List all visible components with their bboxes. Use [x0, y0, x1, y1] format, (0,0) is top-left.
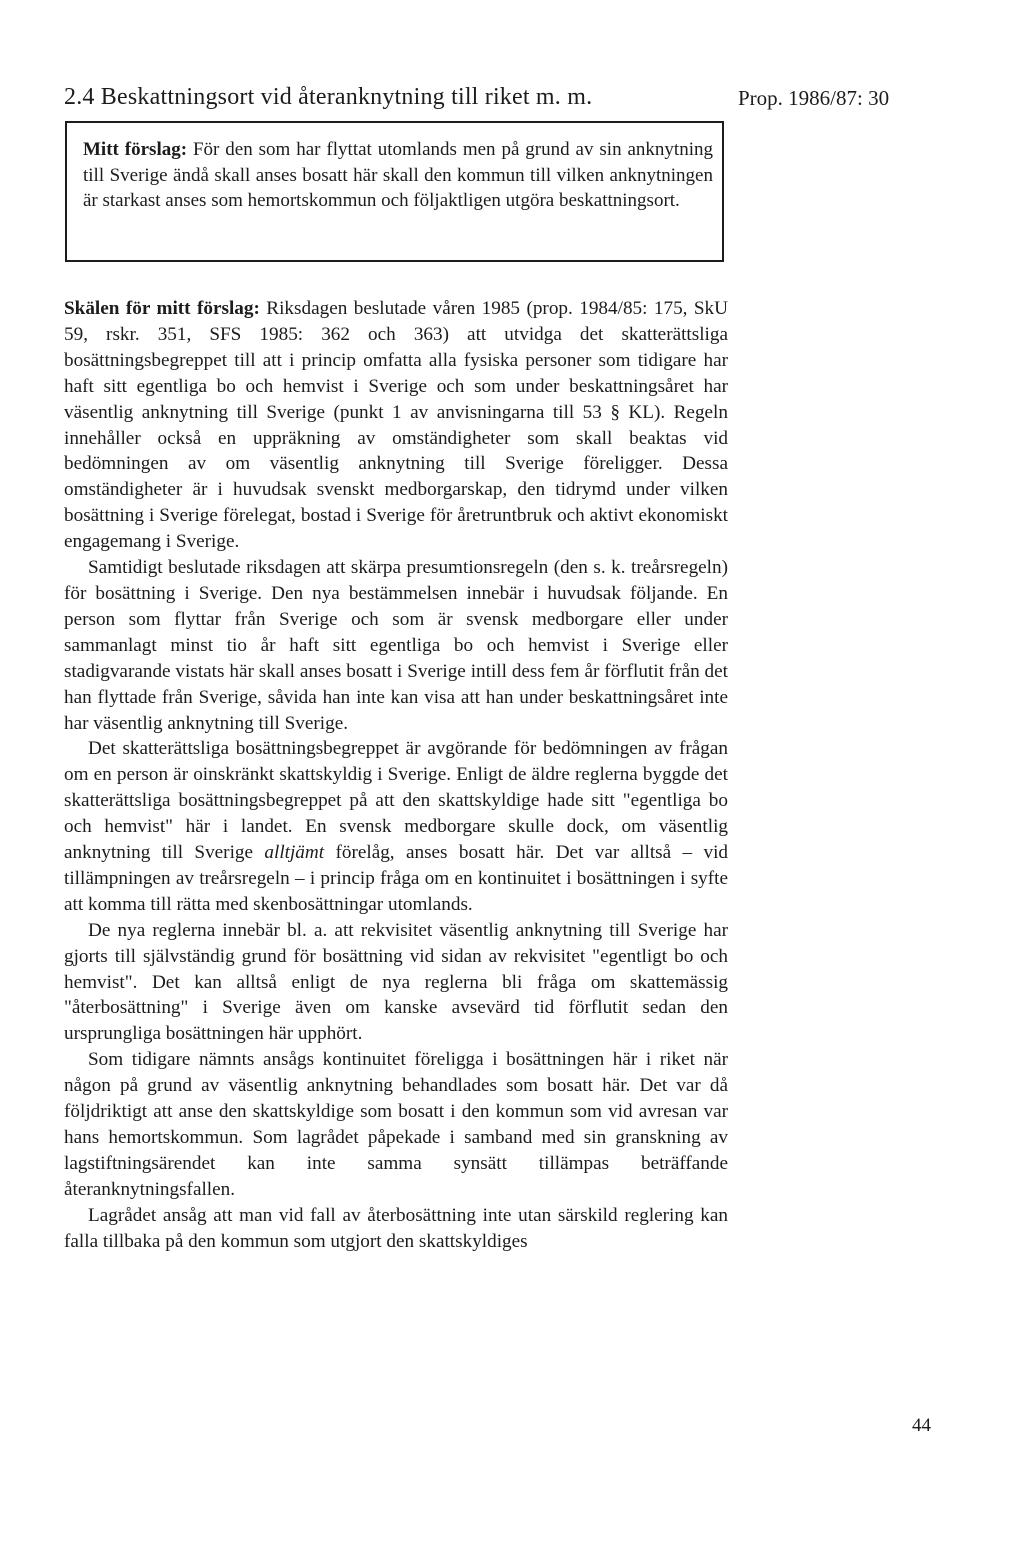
paragraph-3 — [64, 736, 728, 917]
proposition-reference: Prop. 1986/87: 30 — [738, 86, 890, 110]
page-number: 44 — [912, 1415, 931, 1436]
proposal-label: Mitt förslag: — [83, 139, 188, 160]
paragraph-4: De nya reglerna innebär bl. a. att rekvisitet väsentlig anknytning till Sverige har gjorts till självständig grund för bosättning vid sidan av rekvisitet "egentligt bo och hemvist". Det kan alltså enligt de nya reglerna bli fråga om skattemässig "återbosättning" i Sverige även om kanske avsevärd tid förflutit sedan den ursprungliga bosättningen här upphört. — [64, 919, 728, 1045]
paragraph-6: Lagrådet ansåg att man vid fall av återbosättning inte utan särskild reglering kan falla tillbaka på den kommun som utgjort den skattskyldiges — [64, 1204, 728, 1252]
paragraph-2: Samtidigt beslutade riksdagen att skärpa presumtionsregeln (den s. k. treårsregeln) för bosättning i Sverige. Den nya bestämmelsen innebär i huvudsak följande. En person som flyttar från Sverige och som är svensk medborgare eller under sammanlagt minst tio år haft sitt egentliga bo och hemvist i Sverige eller stadigvarande vistats här skall anses bosatt i Sverige intill dess fem år förflutit från det han flyttade från Sverige, såvida han inte kan visa att han under beskattningsåret inte har väsentlig anknytning till Sverige. — [64, 557, 728, 734]
reasons-text: Riksdagen beslutade våren 1985 (prop. 1984/85: 175, SkU 59, rskr. 351, SFS 1985: 362 och 363) att utvidga det skatterättsliga bosättningsbegreppet till att i princip omfatta alla fysiska personer som tidigare har haft sitt egentliga bo och hemvist i Sverige och som under beskattningsåret har väsentlig anknytning till Sverige (punkt 1 av anvisningarna till 53 § KL). Regeln innehåller också en uppräkning av omständigheter som skall beaktas vid bedömningen av om väsentlig anknytning till Sverige föreligger. Dessa omständigheter är i huvudsak svenskt medborgarskap, den tidrymd under vilken bosättning i Sverige förelegat, bostad i Sverige för åretruntbruk och aktivt ekonomiskt engagemang i Sverige. — [64, 298, 729, 553]
section-heading: 2.4 Beskattningsort vid återanknytning till riket m. m. — [64, 84, 593, 110]
paragraph-3-emphasis: alltjämt — [264, 842, 325, 864]
reasons-paragraph — [64, 296, 728, 555]
paragraph-3-start: Det skatterättsliga bosättningsbegreppet är avgörande för bedömningen av frågan om en person är oinskränkt skattskyldig i Sverige. Enligt de äldre reglerna byggde det skatterättsliga bosättningsbegreppet på att den skattskyldige hade sitt "egentliga bo och hemvist" här i landet. En svensk medborgare skulle dock, om väsentlig anknytning till Sverige — [64, 738, 728, 864]
reasons-label: Skälen för mitt förslag: — [64, 298, 260, 319]
body-text — [64, 296, 728, 1255]
proposal-paragraph — [83, 137, 713, 214]
proposal-text: För den som har flyttat utomlands men på grund av sin anknytning till Sverige ändå skall anses bosatt här skall den kommun till vilken anknytningen är starkast anses som hemortskommun och följaktligen utgöra beskattningsort. — [83, 139, 713, 211]
paragraph-5: Som tidigare nämnts ansågs kontinuitet föreligga i bosättningen här i riket när någon på grund av väsentlig anknytning behandlades som bosatt här. Det var då följdriktigt att anse den skattskyldige som bosatt i den kommun som vid avresan var hans hemortskommun. Som lagrådet påpekade i samband med sin granskning av lagstiftningsärendet kan inte samma synsätt tillämpas beträffande återanknytningsfallen. — [64, 1049, 728, 1200]
paragraph-3-end: förelåg, anses bosatt här. Det var alltså – vid tillämpningen av treårsregeln – i princip fråga om en kontinuitet i bosättningen i syfte att komma till rätta med skenbosättningar utomlands. — [64, 842, 728, 915]
proposal-box — [65, 121, 724, 262]
